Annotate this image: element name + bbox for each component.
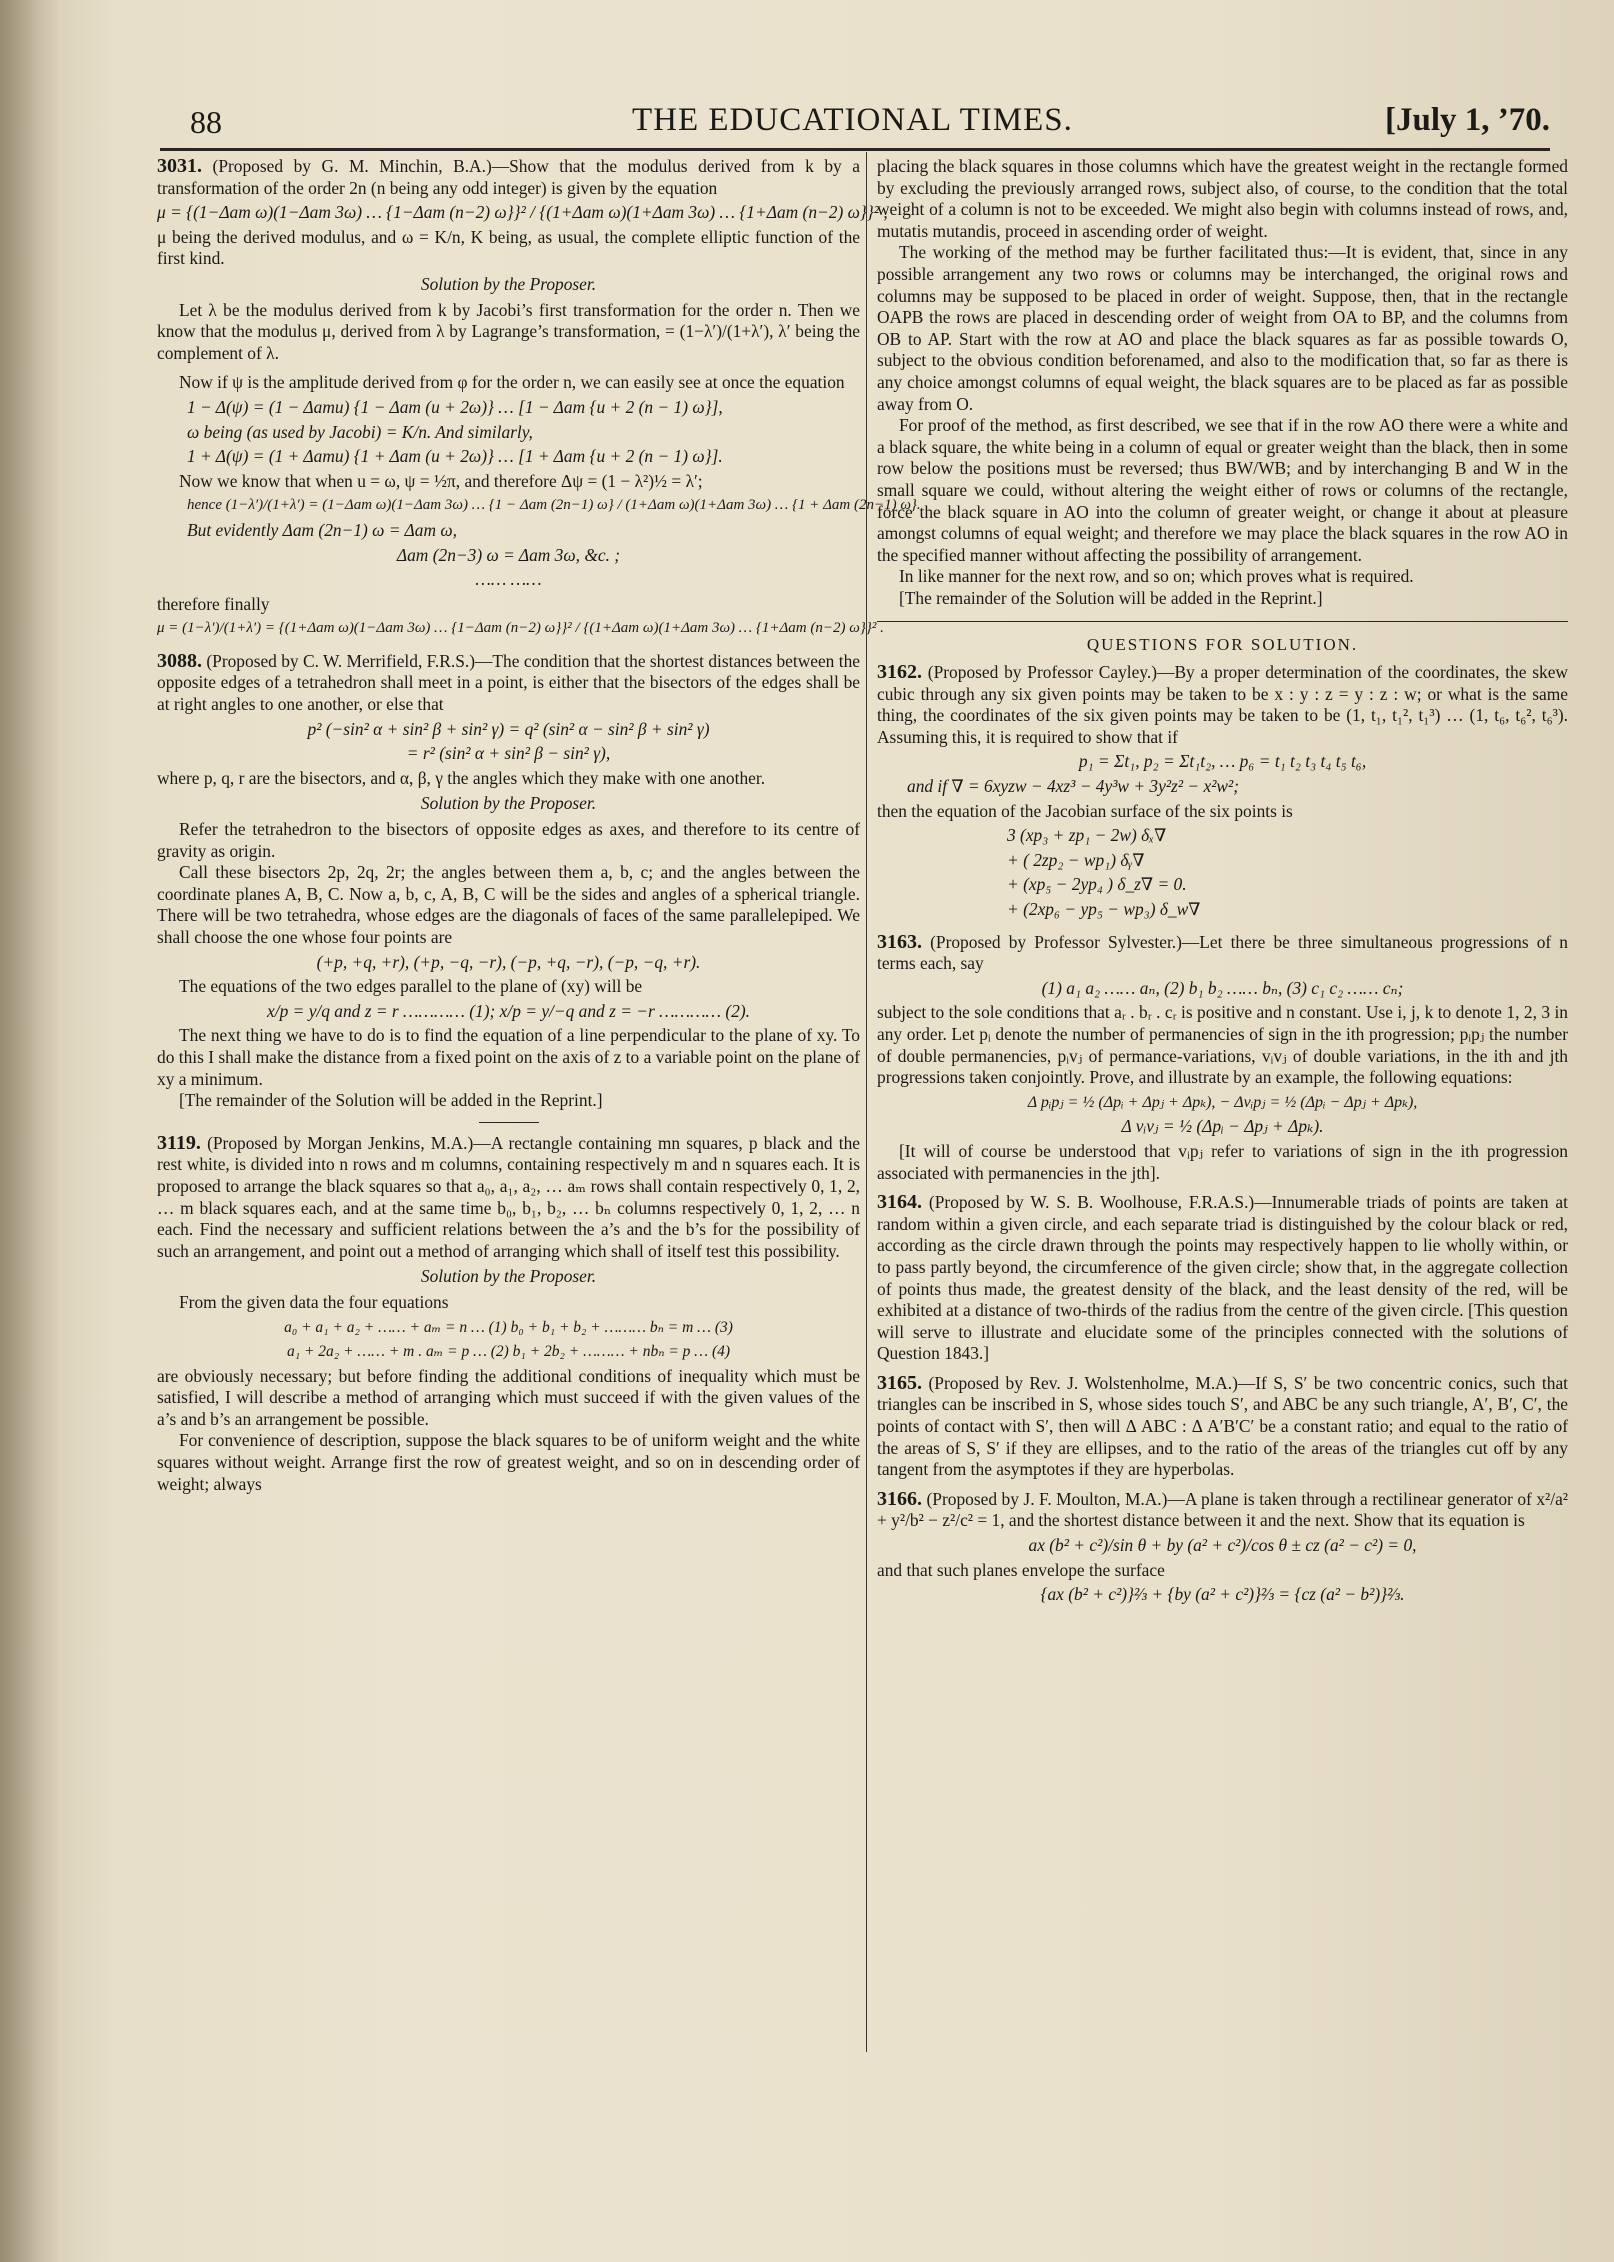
paragraph: For convenience of description, suppose the black squares to be of uniform weight and the white squares without weight. Arrange first the row of greatest weight, and so on in descending order of weight; always — [157, 1430, 860, 1494]
paragraph: are obviously necessary; but before finding the additional conditions of inequality which must be satisfied, I will describe a method of arranging which must succeed if with the given values of the a’s and b’s an arrangement be possible. — [157, 1365, 860, 1429]
question-3166 — [877, 1489, 1568, 1532]
paragraph: Call these bisectors 2p, 2q, 2r; the angles between them a, b, c; and the angles between the coordinate planes A, B, C. Now a, b, c, A, B, C will be the sides and angles of a spherical triangle. There will be two tetrahedra, whose edges are the diagonals of faces of the same parallelepiped. We shall choose the one whose four points are — [157, 862, 860, 947]
journal-title: THE EDUCATIONAL TIMES. — [632, 102, 1073, 138]
section-rule — [877, 621, 1568, 622]
equation: {ax (b² + c²)}⅔ + {by (a² + c²)}⅔ = {cz (a² − b²)}⅔. — [1040, 1584, 1405, 1605]
running-head — [180, 98, 1550, 146]
equation: μ = (1−λ′)/(1+λ′) = {(1+Δam ω)(1−Δam 3ω) … {1−Δam (n−2) ω}}² / {(1+Δam ω)(1+Δam 3ω) … {1+Δam (n−2) ω}}² . — [157, 620, 884, 637]
equation: = r² (sin² α + sin² β − sin² γ), — [406, 743, 611, 764]
separator — [479, 1122, 539, 1123]
question-number: 3164. — [877, 1191, 922, 1214]
equation: μ = {(1−Δam ω)(1−Δam 3ω) … {1−Δam (n−2) ω}}² / {(1+Δam ω)(1+Δam 3ω) … {1+Δam (n−2) ω}}² , — [157, 202, 888, 223]
question-text: (Proposed by Professor Sylvester.)—Let there be three simultaneous progressions of n terms each, say — [877, 931, 1568, 974]
equation: Δam (2n−3) ω = Δam 3ω, &c. ; — [396, 544, 621, 565]
column-divider — [866, 152, 867, 2052]
paragraph: Refer the tetrahedron to the bisectors of opposite edges as axes, and therefore to its centre of gravity as origin. — [157, 819, 860, 861]
paragraph: μ being the derived modulus, and ω = K/n, K being, as usual, the complete elliptic function of the first kind. — [157, 226, 860, 269]
equation: Δ vᵢvⱼ = ½ (Δpᵢ − Δpⱼ + Δpₖ). — [1121, 1116, 1324, 1137]
equation: (1) a₁ a₂ …… aₙ, (2) b₁ b₂ …… bₙ, (3) c₁ c₂ …… cₙ; — [1041, 977, 1404, 998]
question-3165 — [877, 1373, 1568, 1481]
question-text: (Proposed by W. S. B. Woolhouse, F.R.A.S.)—Innumerable triads of points are taken at random within a given circle, and each separate triad is distinguished by the colour black or red, according as the circle drawn through the points may respectively happen to lie wholly within, or to pass partly beyond, the circumference of the given circle; show that, in the aggregate collection of points thus made, the greatest density of the black, and the least density of the red, will be exhibited at a distance of two-thirds of the radius from the centre of the given circle. [This question will serve to illustrate and elucidate some of the principles connected with the solutions of Question 1843.] — [877, 1192, 1568, 1364]
paragraph: The working of the method may be further facilitated thus:—It is evident, that, since in any possible arrangement any two rows or columns may be interchanged, the original rows and columns may be supposed to be placed in order of weight. Suppose, then, that in the rectangle OAPB the rows are placed in descending order of weight from OA to BP, and the columns from OB to AP. Start with the row at AO and place the black squares as far as possible towards O, subject to the obvious condition beforenamed, and also to the modification that, so far as there is any choice amongst columns of equal weight, the black squares are to be placed as far as possible away from O. — [877, 242, 1568, 414]
paragraph: [It will of course be understood that vᵢpⱼ refer to variations of sign in the ith progression associated with permanencies in the jth]. — [877, 1140, 1568, 1183]
question-number: 3166. — [877, 1487, 922, 1510]
page-number: 88 — [190, 104, 222, 140]
section-title: QUESTIONS FOR SOLUTION. — [1086, 635, 1359, 655]
question-text: (Proposed by Morgan Jenkins, M.A.)—A rectangle containing mn squares, p black and the rest white, is divided into n rows and m columns, containing respectively m and n squares each. It is proposed to arrange the black squares so that a₀, a₁, a₂, … aₘ rows shall contain respectively 0, 1, 2, … m black squares each, and at the same time b₀, b₁, b₂, … bₙ columns respectively 0, 1, 2, … n each. Find the necessary and sufficient relations between the a’s and the b’s for the possibility of such an arrangement, and point out a method of arranging which shall of itself test this possibility. — [157, 1132, 860, 1261]
question-number: 3165. — [877, 1371, 922, 1394]
question-3031 — [157, 156, 860, 199]
equation: a₁ + 2a₂ + …… + m . aₘ = p … (2) b₁ + 2b₂ + ……… + nbₙ = p … (4) — [286, 1343, 731, 1361]
question-number: 3163. — [877, 930, 922, 953]
reprint-note: [The remainder of the Solution will be added in the Reprint.] — [899, 587, 1323, 608]
paragraph: and that such planes envelope the surface — [877, 1559, 1165, 1580]
solution-heading: Solution by the Proposer. — [420, 793, 597, 814]
paragraph: The next thing we have to do is to find the equation of a line perpendicular to the plane of xy. To do this I shall make the distance from a fixed point on the axis of z to a variable point on the plane of xy a minimum. — [157, 1025, 860, 1089]
equation: + (xp₅ − 2yp₄ ) δ_z∇ = 0. — [1007, 874, 1187, 895]
question-text: (Proposed by Professor Cayley.)—By a proper determination of the coordinates, the skew cubic through any six given points may be taken to be x : y : z = y : z : w; or what is the same thing, the coordinates of the six given points may be taken to be (1, t₁, t₁², t₁³) … (1, t₆, t₆², t₆³). Assuming this, it is required to show that if — [877, 662, 1568, 747]
equation: and if ∇ = 6xyzw − 4xz³ − 4y³w + 3y²z² − x²w²; — [907, 776, 1240, 797]
equation: p² (−sin² α + sin² β + sin² γ) = q² (sin² α − sin² β + sin² γ) — [307, 718, 710, 739]
equation: + (2xp₆ − yp₅ − wp₃) δ_w∇ — [1007, 899, 1201, 919]
paragraph: In like manner for the next row, and so on; which proves what is required. — [899, 566, 1414, 587]
question-text: (Proposed by C. W. Merrifield, F.R.S.)—The condition that the shortest distances between the opposite edges of a tetrahedron shall meet in a point, is either that the bisectors of the edges shall be at right angles to one another, or else that — [157, 650, 860, 715]
question-number: 3162. — [877, 661, 922, 684]
issue-date: [July 1, ’70. — [1385, 102, 1550, 138]
equation: p₁ = Σt₁, p₂ = Σt₁t₂, … p₆ = t₁ t₂ t₃ t₄ t₅ t₆, — [1078, 751, 1367, 772]
question-text: (Proposed by J. F. Moulton, M.A.)—A plane is taken through a rectilinear generator of x²/a² + y²/b² − z²/c² = 1, and the shortest distance between it and the next. Show that its equation is — [877, 1488, 1568, 1531]
question-3163 — [877, 932, 1568, 975]
paragraph: For proof of the method, as first described, we see that if in the row AO there were a white and a black square, the white being in a column of equal or greater weight than the black, then in some row below the positions must be reversed; thus BW/WB; and by interchanging B and W in the small square we could, without altering the weight either of rows or columns of the rectangle, force the black square in AO into the column of greater weight, or change it about at pleasure amongst columns of equal weight; and therefore we may place the black squares in the row AO in the specified manner without affecting the possibility of arrangement. — [877, 415, 1568, 565]
paragraph: then the equation of the Jacobian surface of the six points is — [877, 800, 1293, 821]
equation: Δ pᵢpⱼ = ½ (Δpᵢ + Δpⱼ + Δpₖ), − Δvᵢpⱼ = ½ (Δpᵢ − Δpⱼ + Δpₖ), — [1027, 1093, 1418, 1111]
solution-heading: Solution by the Proposer. — [420, 273, 597, 294]
equation: ω being (as used by Jacobi) = K/n. And similarly, — [187, 421, 533, 442]
paragraph: subject to the sole conditions that aᵣ . bᵣ . cᵣ is positive and n constant. Use i, j, k to denote 1, 2, 3 in any order. Let pᵢ denote the number of permanencies of sign in the ith progression; pᵢpⱼ the number of double permanencies, pᵢvⱼ of permance-variations, vᵢvⱼ of double variations, in the ith and jth progressions taken conjointly. Prove, and illustrate by an example, the following equations: — [877, 1002, 1568, 1088]
equation: 3 (xp₃ + zp₁ − 2w) δₓ∇ — [1007, 825, 1167, 846]
reprint-note: [The remainder of the Solution will be added in the Reprint.] — [179, 1090, 603, 1111]
question-text: (Proposed by Rev. J. Wolstenholme, M.A.)—If S, S′ be two concentric conics, such that triangles can be inscribed in S, whose sides touch S′, and ABC be any such triangle, A′, B′, C′, the points of contact with S′, then will Δ ABC : Δ A′B′C′ be a constant ratio; and equal to the ratio of the areas of S, S′ if they are ellipses, and to the ratio of the areas of the triangles cut off by any tangent from the asymptotes if they are hyperbolas. — [877, 1372, 1568, 1480]
equation: (+p, +q, +r), (+p, −q, −r), (−p, +q, −r), (−p, −q, +r). — [316, 951, 701, 972]
question-3119 — [157, 1133, 860, 1263]
equation: ax (b² + c²)/sin θ + by (a² + c²)/cos θ ± cz (a² − c²) = 0, — [1028, 1535, 1417, 1556]
paragraph: From the given data the four equations — [179, 1291, 449, 1312]
equation: + ( 2zp₂ − wp₁) δᵧ∇ — [1007, 849, 1145, 870]
question-3088 — [157, 651, 860, 716]
question-3164 — [877, 1192, 1568, 1365]
paragraph: placing the black squares in those columns which have the greatest weight in the rectangle formed by excluding the previously arranged rows, subject also, of course, to the condition that the total weight of a column is not to be exceeded. We might also begin with columns instead of rows, and, mutatis mutandis, proceed in ascending order of weight. — [877, 156, 1568, 241]
dots: …… …… — [475, 569, 542, 590]
paragraph: Now if ψ is the amplitude derived from φ for the order n, we can easily see at once the equation — [179, 372, 845, 393]
header-rule — [160, 148, 1550, 151]
equation: x/p = y/q and z = r ………… (1); x/p = y/−q and z = −r ………… (2). — [267, 1000, 750, 1021]
solution-heading: Solution by the Proposer. — [420, 1266, 597, 1287]
question-number: 3119. — [157, 1131, 201, 1154]
paragraph: Now we know that when u = ω, ψ = ½π, and therefore Δψ = (1 − λ²)½ = λ′; — [179, 470, 703, 491]
paragraph: The equations of the two edges parallel to the plane of (xy) will be — [179, 976, 643, 997]
paragraph: therefore finally — [157, 593, 270, 614]
equation: hence (1−λ′)/(1+λ′) = (1−Δam ω)(1−Δam 3ω) … {1 − Δam (2n−1) ω} / (1+Δam ω)(1+Δam 3ω) … {1 + Δam (2n−1) ω}. — [187, 497, 921, 514]
equation: a₀ + a₁ + a₂ + …… + aₘ = n … (1) b₀ + b₁ + b₂ + ……… bₙ = m … (3) — [284, 1318, 733, 1336]
equation: 1 − Δ(ψ) = (1 − Δamu) {1 − Δam (u + 2ω)} … [1 − Δam {u + 2 (n − 1) ω}], — [187, 396, 723, 417]
paragraph: Let λ be the modulus derived from k by Jacobi’s first transformation for the order n. Then we know that the modulus μ, derived from λ by Lagrange’s transformation, = (1−λ′)/(1+λ′), λ′ being the complement of λ. — [157, 299, 860, 363]
equation: But evidently Δam (2n−1) ω = Δam ω, — [187, 519, 457, 540]
question-number: 3088. — [157, 649, 202, 672]
equation: 1 + Δ(ψ) = (1 + Δamu) {1 + Δam (u + 2ω)} … [1 + Δam {u + 2 (n − 1) ω}]. — [187, 446, 723, 467]
right-column — [877, 156, 1568, 1609]
binding-shadow — [0, 0, 60, 2262]
question-text: (Proposed by G. M. Minchin, B.A.)—Show that the modulus derived from k by a transformation of the order 2n (n being any odd integer) is given by the equation — [157, 156, 860, 198]
paragraph: where p, q, r are the bisectors, and α, β, γ the angles which they make with one another. — [157, 767, 766, 788]
question-number: 3031. — [157, 155, 202, 177]
question-3162 — [877, 662, 1568, 748]
